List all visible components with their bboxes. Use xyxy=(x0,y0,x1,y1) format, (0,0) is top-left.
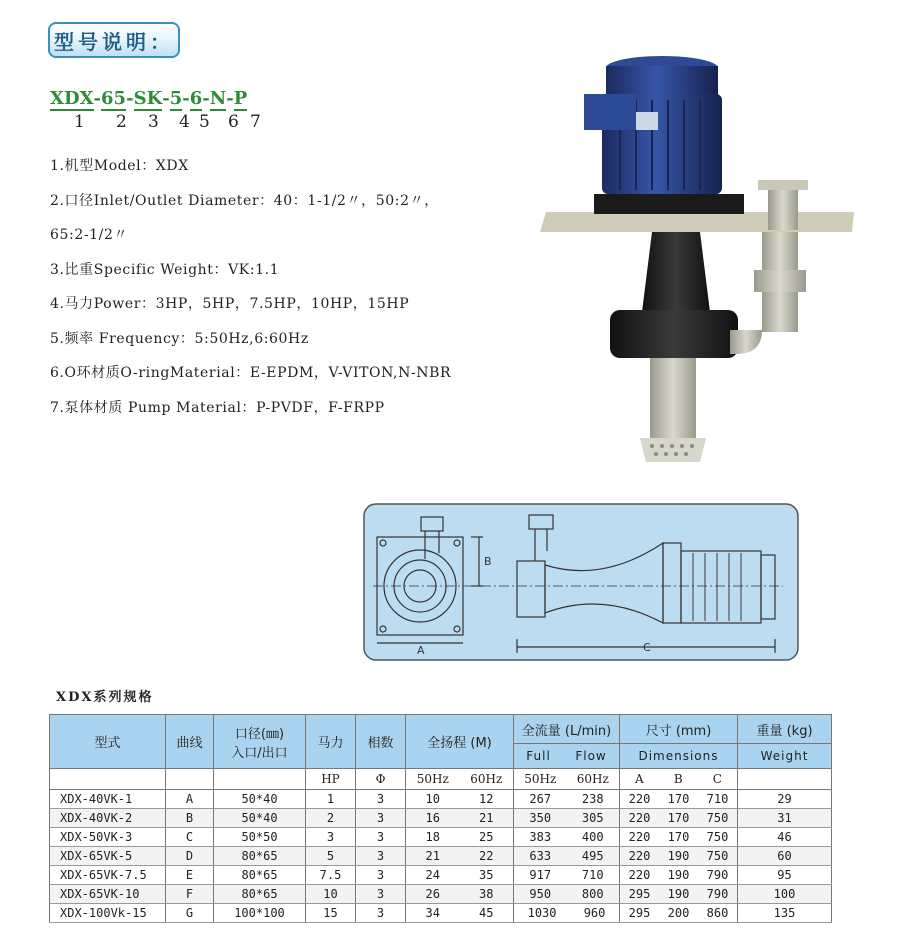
table-row xyxy=(50,847,832,866)
cell-flow-60: 800 xyxy=(581,887,604,901)
spec-oring: 6.O环材质O-ringMaterial：E-EPDM，V-VITON,N-NBR xyxy=(50,365,452,381)
cell-weight: 60 xyxy=(738,847,832,866)
cell-head-50: 34 xyxy=(425,906,440,920)
col-header-model: 型式 xyxy=(50,715,166,769)
unit-blank xyxy=(50,769,166,790)
cell-weight: 46 xyxy=(738,828,832,847)
cell-dim-c: 790 xyxy=(706,868,729,882)
cell-dim-b: 170 xyxy=(667,811,690,825)
cell-flow xyxy=(514,866,620,885)
cell-model: XDX-65VK-10 xyxy=(50,885,166,904)
cell-head-50: 16 xyxy=(425,811,440,825)
col-header-size-en: Dimensions xyxy=(620,744,738,769)
cell-curve: A xyxy=(166,790,214,809)
cell-flow-50: 267 xyxy=(529,792,552,806)
cell-diameter: 50*40 xyxy=(214,809,306,828)
cell-dims xyxy=(620,828,738,847)
spec-model: 1.机型Model：XDX xyxy=(50,158,189,174)
cell-diameter: 50*40 xyxy=(214,790,306,809)
flow-en-1: Full xyxy=(526,749,551,763)
code-dash: - xyxy=(126,88,134,109)
cell-phase: 3 xyxy=(356,847,406,866)
cell-dims xyxy=(620,790,738,809)
cell-head xyxy=(406,904,514,923)
unit-flow-60: 60Hz xyxy=(576,772,609,786)
diameter-line1: 口径(㎜) xyxy=(234,726,285,742)
cell-diameter: 80*65 xyxy=(214,866,306,885)
cell-head-60: 21 xyxy=(479,811,494,825)
cell-weight: 31 xyxy=(738,809,832,828)
cell-dim-b: 190 xyxy=(667,868,690,882)
cell-power: 15 xyxy=(306,904,356,923)
col-header-phase: 相数 xyxy=(356,715,406,769)
cell-head-60: 45 xyxy=(479,906,494,920)
dimension-drawing xyxy=(363,503,799,661)
code-index: 6 xyxy=(228,112,239,132)
spec-table xyxy=(49,714,832,923)
code-part: SK xyxy=(133,88,163,109)
cell-diameter: 80*65 xyxy=(214,885,306,904)
unit-blank xyxy=(166,769,214,790)
cell-phase: 3 xyxy=(356,828,406,847)
code-dash: - xyxy=(226,88,234,109)
cell-flow xyxy=(514,904,620,923)
cell-curve: F xyxy=(166,885,214,904)
code-part: 6 xyxy=(189,88,203,109)
cell-flow-60: 495 xyxy=(581,849,604,863)
unit-flow-50: 50Hz xyxy=(524,772,557,786)
code-dash: - xyxy=(182,88,190,109)
unit-blank xyxy=(214,769,306,790)
table-row xyxy=(50,790,832,809)
col-header-diameter xyxy=(214,715,306,769)
unit-dim-a: A xyxy=(635,772,644,786)
cell-flow-60: 960 xyxy=(583,906,606,920)
table-title: XDX系列规格 xyxy=(56,690,154,705)
table-row xyxy=(50,885,832,904)
code-dash: - xyxy=(202,88,210,109)
cell-model: XDX-65VK-7.5 xyxy=(50,866,166,885)
cell-power: 3 xyxy=(306,828,356,847)
cell-model: XDX-40VK-1 xyxy=(50,790,166,809)
cell-flow-60: 400 xyxy=(581,830,604,844)
dim-label-b: B xyxy=(484,555,492,568)
cell-power: 2 xyxy=(306,809,356,828)
cell-flow-50: 1030 xyxy=(527,906,557,920)
cell-weight: 29 xyxy=(738,790,832,809)
code-index: 4 xyxy=(179,112,190,132)
cell-dim-a: 220 xyxy=(628,849,651,863)
cell-head xyxy=(406,866,514,885)
cell-head-60: 12 xyxy=(479,792,494,806)
unit-dim-c: C xyxy=(712,772,722,786)
cell-dim-c: 860 xyxy=(706,906,729,920)
section-heading: 型号说明： xyxy=(48,22,180,58)
code-index: 7 xyxy=(250,112,261,132)
cell-curve: E xyxy=(166,866,214,885)
cell-weight: 135 xyxy=(738,904,832,923)
cell-head-60: 38 xyxy=(479,887,494,901)
code-part: P xyxy=(233,88,248,109)
cell-head xyxy=(406,885,514,904)
cell-phase: 3 xyxy=(356,790,406,809)
cell-dim-b: 170 xyxy=(667,792,690,806)
unit-head xyxy=(406,769,514,790)
cell-phase: 3 xyxy=(356,809,406,828)
code-index-numbers xyxy=(50,112,280,132)
cell-phase: 3 xyxy=(356,904,406,923)
cell-head xyxy=(406,847,514,866)
cell-head-50: 26 xyxy=(425,887,440,901)
cell-dim-c: 750 xyxy=(706,830,729,844)
cell-diameter: 100*100 xyxy=(214,904,306,923)
col-header-curve: 曲线 xyxy=(166,715,214,769)
cell-model: XDX-65VK-5 xyxy=(50,847,166,866)
spec-power: 4.马力Power：3HP，5HP，7.5HP，10HP，15HP xyxy=(50,296,410,312)
pump-photo xyxy=(540,42,860,482)
cell-dims xyxy=(620,885,738,904)
cell-dim-a: 220 xyxy=(628,811,651,825)
col-header-flow-en xyxy=(514,744,620,769)
spec-diameter-cont: 65:2-1/2〃 xyxy=(50,227,129,243)
code-dash: - xyxy=(93,88,102,109)
cell-flow-50: 950 xyxy=(529,887,552,901)
code-index: 1 xyxy=(74,112,85,132)
code-part: XDX xyxy=(50,88,94,109)
cell-dim-a: 220 xyxy=(628,830,651,844)
diameter-line2: 入口/出口 xyxy=(231,745,288,761)
cell-model: XDX-50VK-3 xyxy=(50,828,166,847)
unit-dim-b: B xyxy=(673,772,683,786)
cell-dim-b: 190 xyxy=(667,849,690,863)
cell-flow-50: 383 xyxy=(529,830,552,844)
cell-power: 1 xyxy=(306,790,356,809)
cell-weight: 100 xyxy=(738,885,832,904)
unit-flow xyxy=(514,769,620,790)
table-row xyxy=(50,904,832,923)
col-header-weight-en: Weight xyxy=(738,744,832,769)
cell-curve: G xyxy=(166,904,214,923)
cell-dim-a: 220 xyxy=(628,792,651,806)
unit-phase: Φ xyxy=(356,769,406,790)
unit-dims xyxy=(620,769,738,790)
cell-curve: C xyxy=(166,828,214,847)
table-row xyxy=(50,866,832,885)
cell-head-60: 35 xyxy=(479,868,494,882)
cell-dim-c: 750 xyxy=(706,811,729,825)
cell-phase: 3 xyxy=(356,885,406,904)
col-header-size: 尺寸 (mm) xyxy=(620,715,738,744)
cell-dims xyxy=(620,904,738,923)
col-header-weight: 重量 (kg) xyxy=(738,715,832,744)
cell-power: 5 xyxy=(306,847,356,866)
cell-curve: D xyxy=(166,847,214,866)
table-row xyxy=(50,828,832,847)
cell-dims xyxy=(620,866,738,885)
cell-flow xyxy=(514,828,620,847)
model-code xyxy=(50,88,247,111)
cell-head-50: 21 xyxy=(425,849,440,863)
cell-flow-60: 710 xyxy=(581,868,604,882)
cell-model: XDX-40VK-2 xyxy=(50,809,166,828)
cell-flow-60: 238 xyxy=(581,792,604,806)
cell-flow xyxy=(514,790,620,809)
cell-dim-c: 710 xyxy=(706,792,729,806)
cell-flow xyxy=(514,885,620,904)
col-header-power: 马力 xyxy=(306,715,356,769)
cell-flow-50: 917 xyxy=(529,868,552,882)
col-header-flow: 全流量 (L/min) xyxy=(514,715,620,744)
cell-weight: 95 xyxy=(738,866,832,885)
dim-label-a: A xyxy=(417,644,425,657)
cell-diameter: 80*65 xyxy=(214,847,306,866)
cell-head xyxy=(406,790,514,809)
cell-head xyxy=(406,828,514,847)
cell-flow xyxy=(514,809,620,828)
code-dash: - xyxy=(162,88,170,109)
col-header-head: 全扬程 (M) xyxy=(406,715,514,769)
cell-dim-a: 220 xyxy=(628,868,651,882)
cell-dim-b: 200 xyxy=(667,906,690,920)
code-index: 2 xyxy=(116,112,127,132)
spec-weight: 3.比重Specific Weight：VK:1.1 xyxy=(50,262,280,278)
unit-head-60: 60Hz xyxy=(470,772,503,786)
spec-pump-material: 7.泵体材质 Pump Material：P-PVDF，F-FRPP xyxy=(50,400,385,416)
flow-en-2: Flow xyxy=(575,749,607,763)
unit-power: HP xyxy=(306,769,356,790)
cell-dim-c: 790 xyxy=(706,887,729,901)
cell-diameter: 50*50 xyxy=(214,828,306,847)
cell-head-50: 10 xyxy=(425,792,440,806)
cell-power: 7.5 xyxy=(306,866,356,885)
cell-flow xyxy=(514,847,620,866)
dim-label-c: C xyxy=(643,641,651,654)
cell-head-50: 18 xyxy=(425,830,440,844)
cell-model: XDX-100Vk-15 xyxy=(50,904,166,923)
cell-curve: B xyxy=(166,809,214,828)
cell-head-60: 25 xyxy=(479,830,494,844)
cell-head-50: 24 xyxy=(425,868,440,882)
unit-head-50: 50Hz xyxy=(416,772,449,786)
cell-flow-50: 633 xyxy=(529,849,552,863)
spec-diameter: 2.口径Inlet/Outlet Diameter：40：1-1/2〃，50:2〃， xyxy=(50,193,439,209)
cell-flow-50: 350 xyxy=(529,811,552,825)
code-part: 5 xyxy=(169,88,183,109)
code-index: 5 xyxy=(199,112,210,132)
code-index: 3 xyxy=(148,112,159,132)
cell-dim-c: 750 xyxy=(706,849,729,863)
spec-frequency: 5.频率 Frequency：5:50Hz,6:60Hz xyxy=(50,331,309,347)
cell-dim-b: 170 xyxy=(667,830,690,844)
cell-dims xyxy=(620,847,738,866)
cell-phase: 3 xyxy=(356,866,406,885)
table-row xyxy=(50,809,832,828)
unit-blank xyxy=(738,769,832,790)
cell-flow-60: 305 xyxy=(581,811,604,825)
code-part: N xyxy=(209,88,227,109)
cell-dims xyxy=(620,809,738,828)
code-part: 65 xyxy=(101,88,127,109)
cell-head xyxy=(406,809,514,828)
cell-dim-a: 295 xyxy=(628,887,651,901)
cell-dim-b: 190 xyxy=(667,887,690,901)
cell-head-60: 22 xyxy=(479,849,494,863)
cell-power: 10 xyxy=(306,885,356,904)
cell-dim-a: 295 xyxy=(628,906,651,920)
